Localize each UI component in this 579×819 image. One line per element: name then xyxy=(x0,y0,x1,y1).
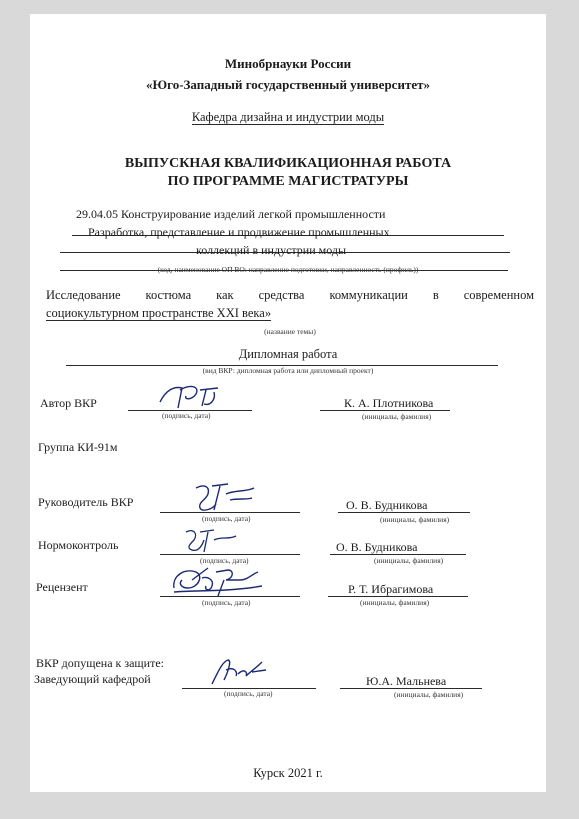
author-label: Автор ВКР xyxy=(40,396,97,410)
head-sign-caption: (подпись, дата) xyxy=(224,689,273,698)
author-sign-caption: (подпись, дата) xyxy=(162,411,211,420)
program-caption: (код, наименование ОП ВО: направление подготовки, направленность (профиль)) xyxy=(157,265,419,274)
admission-line: ВКР допущена к защите: xyxy=(36,656,164,670)
thesis-topic-line2: социокультурном пространстве XXI века» xyxy=(46,306,272,320)
reviewer-label: Рецензент xyxy=(36,580,88,594)
group-label: Группа КИ-91м xyxy=(38,440,118,454)
author-name-caption: (инициалы, фамилия) xyxy=(362,412,432,421)
normcontrol-signature xyxy=(182,526,240,556)
supervisor-label: Руководитель ВКР xyxy=(38,495,134,509)
head-name-caption: (инициалы, фамилия) xyxy=(394,690,464,699)
ministry-name: Минобрнауки России xyxy=(224,56,352,71)
reviewer-name: Р. Т. Ибрагимова xyxy=(348,582,434,596)
supervisor-sign-caption: (подпись, дата) xyxy=(202,514,251,523)
author-signature xyxy=(156,380,228,414)
reviewer-name-caption: (инициалы, фамилия) xyxy=(360,598,430,607)
thesis-topic-line1: Исследование костюма как средства коммуникации в современном xyxy=(46,288,534,302)
document-page xyxy=(30,14,546,792)
normcontrol-name-caption: (инициалы, фамилия) xyxy=(374,556,444,565)
supervisor-name-caption: (инициалы, фамилия) xyxy=(380,515,450,524)
program-line1: 29.04.05 Конструирование изделий легкой промышленности xyxy=(76,207,386,221)
normcontrol-label: Нормоконтроль xyxy=(38,538,119,552)
university-name: «Юго-Западный государственный университет» xyxy=(146,77,430,92)
document-title-line1: ВЫПУСКНАЯ КВАЛИФИКАЦИОННАЯ РАБОТА xyxy=(124,156,452,171)
supervisor-signature xyxy=(190,480,260,516)
head-signature xyxy=(208,654,272,688)
department-name: Кафедра дизайна и индустрии моды xyxy=(191,110,385,124)
supervisor-name: О. В. Будникова xyxy=(346,498,428,512)
head-name: Ю.А. Мальнева xyxy=(366,674,447,688)
normcontrol-sign-caption: (подпись, дата) xyxy=(200,556,249,565)
work-type-caption: (вид ВКР: дипломная работа или дипломный проект) xyxy=(202,366,374,375)
program-line2: Разработка, представление и продвижение промышленных xyxy=(88,225,390,239)
document-title-line2: ПО ПРОГРАММЕ МАГИСТРАТУРЫ xyxy=(167,174,409,189)
head-of-department-label: Заведующий кафедрой xyxy=(34,672,151,686)
work-type-value: Дипломная работа xyxy=(238,347,338,361)
author-name: К. А. Плотникова xyxy=(344,396,434,410)
normcontrol-name: О. В. Будникова xyxy=(336,540,418,554)
program-line3: коллекций в индустрии моды xyxy=(196,243,347,257)
thesis-topic-caption: (название темы) xyxy=(264,327,316,336)
reviewer-signature xyxy=(168,562,268,602)
reviewer-sign-caption: (подпись, дата) xyxy=(202,598,251,607)
place-and-year: Курск 2021 г. xyxy=(253,766,323,780)
